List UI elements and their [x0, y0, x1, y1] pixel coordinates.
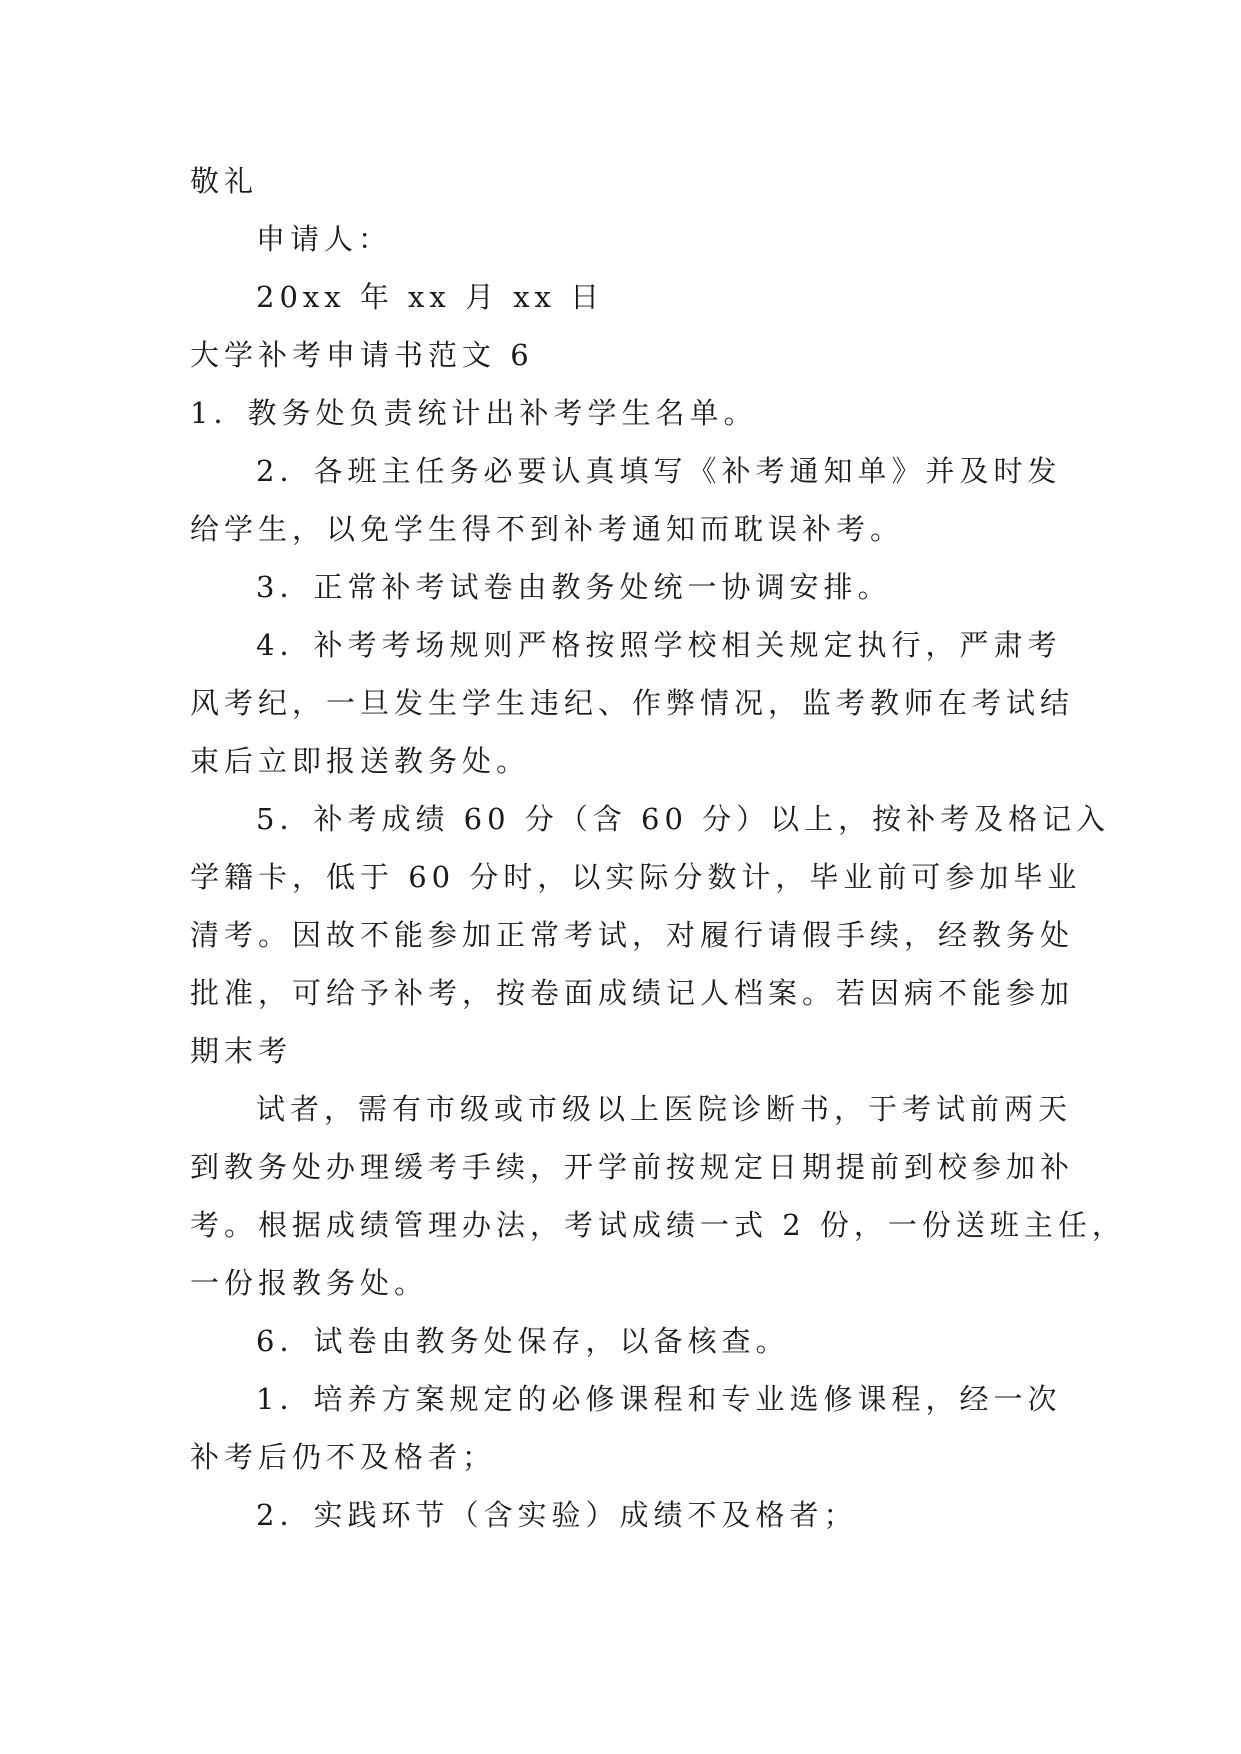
line-5: 1．教务处负责统计出补考学生名单。	[190, 396, 758, 430]
line-15: 批准，可给予补考，按卷面成绩记人档案。若因病不能参加	[190, 976, 1075, 1010]
line-19: 考。根据成绩管理办法，考试成绩一式 2 份，一份送班主任，	[190, 1208, 1126, 1242]
line-21: 6．试卷由教务处保存，以备核查。	[256, 1324, 790, 1358]
document-body	[190, 152, 1126, 1544]
line-4: 大学补考申请书范文 6	[190, 338, 534, 372]
line-22: 1．培养方案规定的必修课程和专业选修课程，经一次	[256, 1382, 1062, 1416]
line-9: 4．补考考场规则严格按照学校相关规定执行，严肃考	[256, 628, 1062, 662]
line-17: 试者，需有市级或市级以上医院诊断书，于考试前两天	[256, 1092, 1073, 1126]
line-6: 2．各班主任务必要认真填写《补考通知单》并及时发	[256, 454, 1062, 488]
line-13: 学籍卡，低于 60 分时，以实际分数计，毕业前可参加毕业	[190, 860, 1082, 894]
line-1: 敬礼	[190, 164, 259, 198]
line-24: 2．实践环节（含实验）成绩不及格者；	[256, 1498, 858, 1532]
line-18: 到教务处办理缓考手续，开学前按规定日期提前到校参加补	[190, 1150, 1075, 1184]
line-7: 给学生，以免学生得不到补考通知而耽误补考。	[190, 512, 905, 546]
line-16: 期末考	[190, 1034, 293, 1068]
line-8: 3．正常补考试卷由教务处统一协调安排。	[256, 570, 892, 604]
line-20: 一份报教务处。	[190, 1266, 429, 1300]
line-14: 清考。因故不能参加正常考试，对履行请假手续，经教务处	[190, 918, 1075, 952]
line-2: 申请人：	[256, 222, 393, 256]
line-3: 20xx 年 xx 月 xx 日	[256, 280, 605, 314]
line-23: 补考后仍不及格者；	[190, 1440, 497, 1474]
line-12: 5．补考成绩 60 分（含 60 分）以上，按补考及格记入	[256, 802, 1111, 836]
line-11: 束后立即报送教务处。	[190, 744, 531, 778]
line-10: 风考纪，一旦发生学生违纪、作弊情况，监考教师在考试结	[190, 686, 1075, 720]
